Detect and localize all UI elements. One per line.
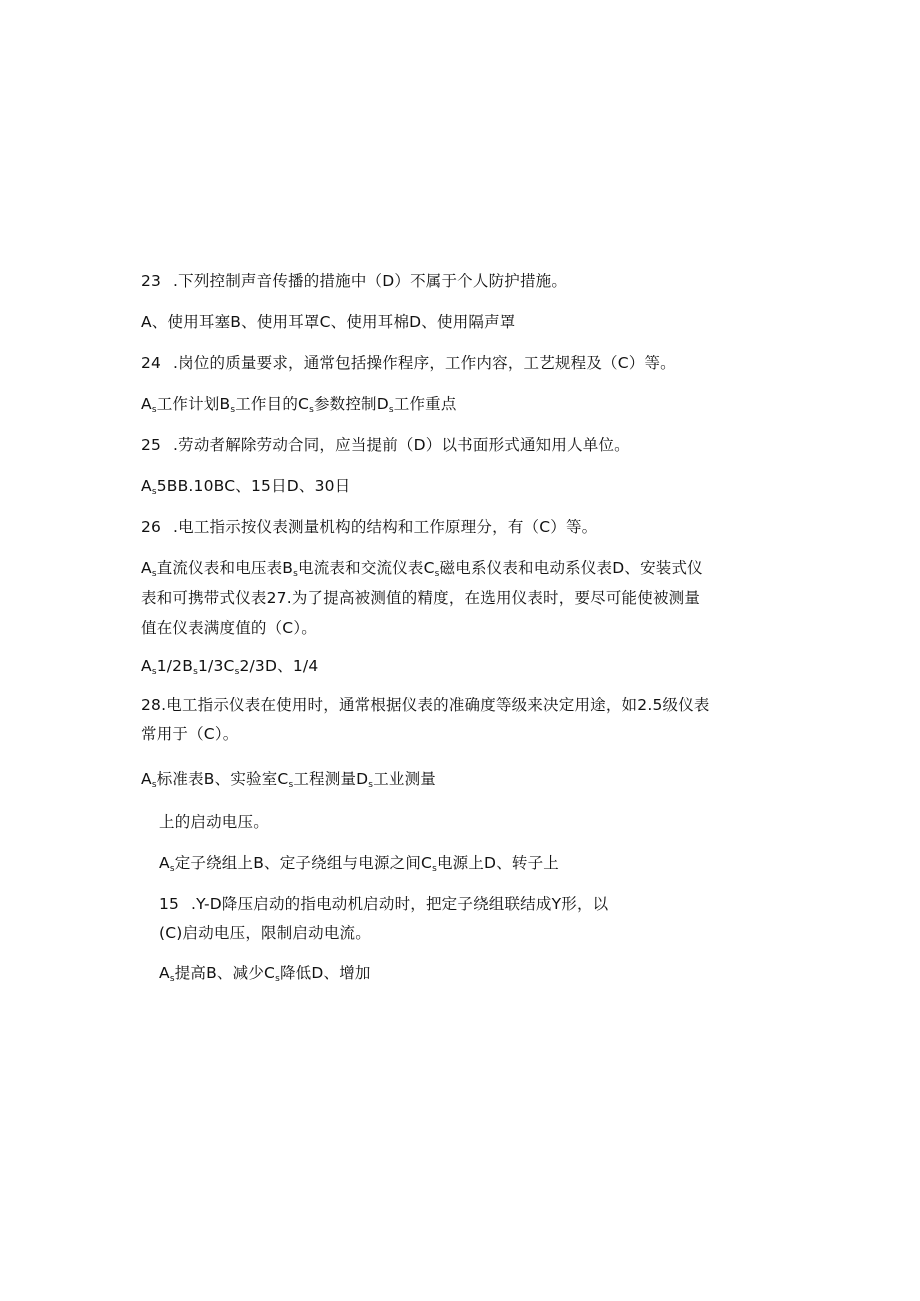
q27-stem-line2: 值在仪表满度值的（C）。 — [141, 619, 317, 637]
q25-stem — [141, 432, 630, 458]
q28-stem-line2: 常用于（C）。 — [141, 725, 239, 743]
q28-options: $A_s$标准表B、实验室$C_s$工程测量$D_s$工业测量 — [141, 770, 436, 790]
q25-text: .劳动者解除劳动合同，应当提前（D）以书面形式通知用人单位。 — [173, 436, 630, 454]
q15-text: .Y-D降压启动的指电动机启动时，把定子绕组联结成Y形，以 — [191, 895, 609, 913]
q27-options: $A_s1/2B_s1/3C_s2/3D$、1/4 — [141, 657, 319, 677]
q14-stem-tail: 上的启动电压。 — [159, 813, 269, 831]
q28-stem-line1: 28.电工指示仪表在使用时，通常根据仪表的准确度等级来决定用途，如2.5级仪表 — [141, 696, 710, 714]
q24-text: .岗位的质量要求，通常包括操作程序，工作内容，工艺规程及（C）等。 — [173, 354, 676, 372]
q25-number: 25 — [141, 436, 162, 454]
q24-options: $A_s$工作计划$B_s$工作目的$C_s$参数控制$D_s$工作重点 — [141, 395, 457, 415]
q26-options-line2: 表和可携带式仪表27.为了提高被测值的精度，在选用仪表时，要尽可能使被测量 — [141, 589, 701, 607]
q25-options: $A_s5BB.10BC$、15日D、30日 — [141, 477, 351, 497]
q15-options: $A_s$提高B、减少$C_s$降低D、增加 — [159, 964, 371, 984]
q26-number: 26 — [141, 518, 162, 536]
q23-options: A、使用耳塞B、使用耳罩C、使用耳棉D、使用隔声罩 — [141, 313, 516, 331]
q15-number: 15 — [159, 895, 180, 913]
q15-stem — [159, 891, 608, 917]
q23-number: 23 — [141, 272, 162, 290]
q26-options-line1: $A_s$直流仪表和电压表$B_s$电流表和交流仪表$C_s$磁电系仪表和电动系仪表D、安装式仪 — [141, 559, 703, 579]
q14-options: $A_s$定子绕组上B、定子绕组与电源之间$C_s$电源上D、转子上 — [159, 854, 559, 874]
q24-number: 24 — [141, 354, 162, 372]
q15-stem-line2: (C)启动电压，限制启动电流。 — [159, 924, 371, 942]
q26-stem — [141, 514, 597, 540]
q24-stem — [141, 350, 676, 376]
q23-text: .下列控制声音传播的措施中（D）不属于个人防护措施。 — [173, 272, 568, 290]
q26-text: .电工指示按仪表测量机构的结构和工作原理分，有（C）等。 — [173, 518, 598, 536]
q23-stem — [141, 268, 567, 294]
